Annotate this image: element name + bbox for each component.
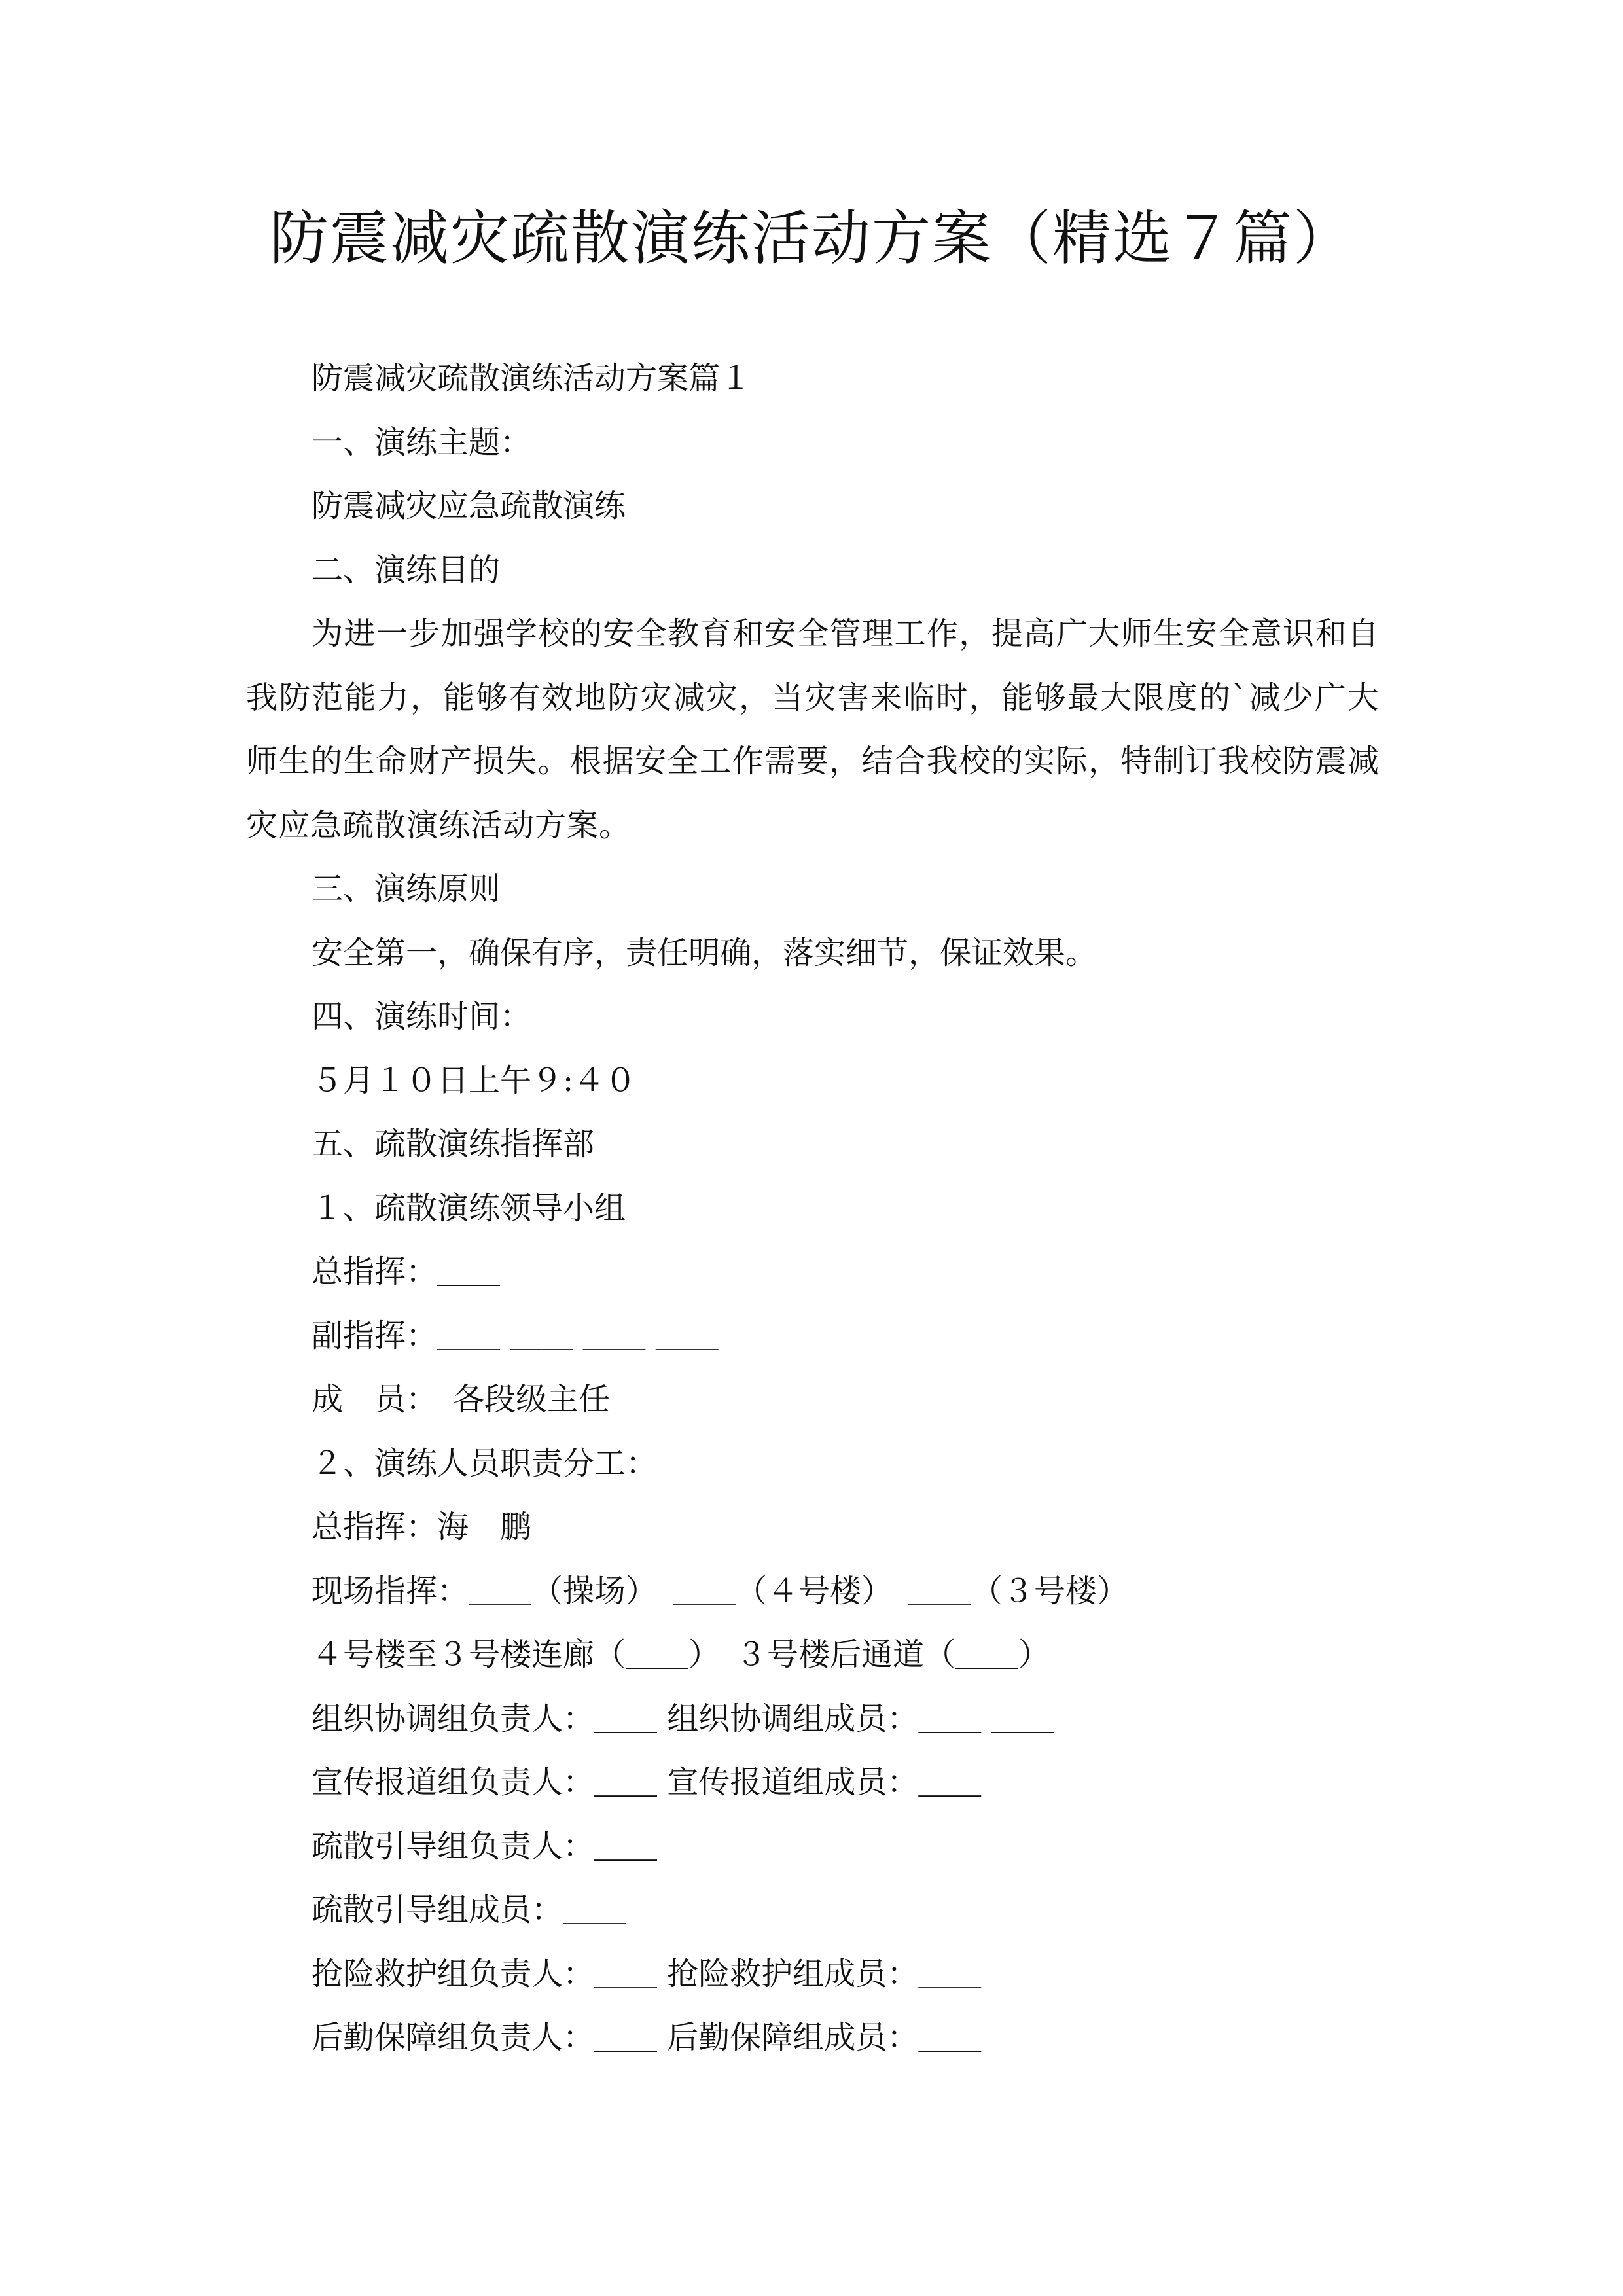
text-line: 抢险救护组负责人：＿＿ 抢险救护组成员：＿＿ [312, 1955, 982, 1992]
text-line: 疏散引导组负责人：＿＿ [312, 1827, 658, 1865]
text-line: ４号楼至３号楼连廊（＿＿） ３号楼后通道（＿＿） [312, 1636, 1050, 1673]
text-line: 成 员： 各段级主任 [312, 1381, 611, 1418]
text-line: 防震减灾应急疏散演练 [312, 488, 626, 524]
text-line: ５月１０日上午９:４０ [312, 1062, 637, 1099]
document-title: 防震减灾疏散演练活动方案（精选７篇） [270, 204, 1353, 273]
text-line: 副指挥：＿＿ ＿＿ ＿＿ ＿＿ [312, 1317, 719, 1354]
purpose-paragraph: 为进一步加强学校的安全教育和安全管理工作，提高广大师生安全意识和自我防范能力，能够有效地防灾减灾，当灾害来临时，能够最大限度的`减少广大师生的生命财产损失。根据安全工作需要，结合我校的实际，特制订我校防震减灾应急疏散演练活动方案。 [246, 615, 1380, 844]
subsection-heading: ２、演练人员职责分工： [312, 1444, 658, 1482]
section-heading: 二、演练目的 [312, 551, 501, 588]
text-line: 后勤保障组负责人：＿＿ 后勤保障组成员：＿＿ [312, 2019, 982, 2056]
section-heading: 一、演练主题： [312, 423, 532, 461]
text-line: 总指挥：＿＿ [312, 1253, 501, 1290]
text-line: 总指挥：海 鹏 [312, 1509, 532, 1545]
section-heading: 防震减灾疏散演练活动方案篇１ [312, 360, 752, 397]
text-line: 宣传报道组负责人：＿＿ 宣传报道组成员：＿＿ [312, 1764, 982, 1801]
section-heading: 五、疏散演练指挥部 [312, 1126, 595, 1162]
section-heading: 四、演练时间： [312, 998, 532, 1035]
document-body [246, 347, 1380, 2070]
subsection-heading: １、疏散演练领导小组 [312, 1189, 626, 1227]
section-heading: 三、演练原则 [312, 870, 501, 907]
text-line: 疏散引导组成员：＿＿ [312, 1892, 626, 1928]
text-line: 安全第一，确保有序，责任明确，落实细节，保证效果。 [312, 934, 1097, 971]
text-line: 现场指挥：＿＿（操场） ＿＿（４号楼） ＿＿（３号楼） [312, 1572, 1129, 1609]
text-line: 组织协调组负责人：＿＿ 组织协调组成员：＿＿ ＿＿ [312, 1700, 1054, 1737]
